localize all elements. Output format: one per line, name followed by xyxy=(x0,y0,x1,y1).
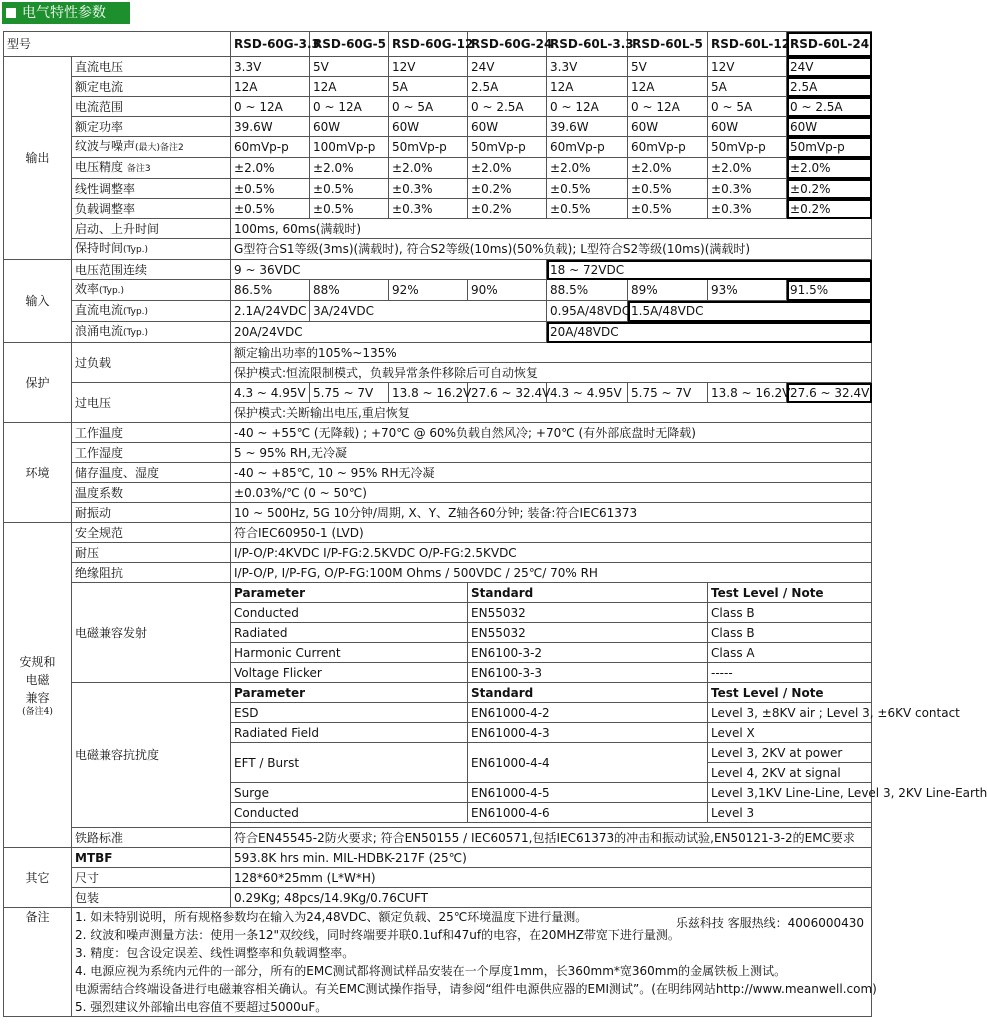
title-note: (备注4) xyxy=(22,706,53,717)
environment-section-title: 环境 xyxy=(4,423,72,523)
safety-section-title xyxy=(4,523,72,848)
row-label: 尺寸 xyxy=(72,868,231,888)
emc-emission-head-row xyxy=(4,583,872,603)
others-packing-row xyxy=(4,888,872,908)
value-cell: 10 ~ 500Hz, 5G 10分钟/周期, X、Y、Z轴各60分钟; 装备:符合IEC61373 xyxy=(231,503,872,523)
value-cell: ±2.0% xyxy=(628,158,708,179)
value-cell: 100mVp-p xyxy=(310,137,389,158)
protection-section-title: 保护 xyxy=(4,343,72,423)
sub-cell: ESD xyxy=(231,703,468,723)
label-text: 电压精度 xyxy=(75,160,124,174)
value-cell: ±0.3% xyxy=(708,199,787,219)
model-cell: RSD-60L-12 xyxy=(708,32,787,57)
value-cell: ±0.3% xyxy=(708,179,787,199)
value-cell: 13.8 ~ 16.2V xyxy=(708,383,787,403)
row-label: 额定功率 xyxy=(72,117,231,137)
value-cell: -40 ~ +85℃, 10 ~ 95% RH无冷凝 xyxy=(231,463,872,483)
row-label: 过负载 xyxy=(72,343,231,383)
model-cell: RSD-60L-24 xyxy=(787,32,872,57)
input-efficiency-row xyxy=(4,280,872,301)
value-cell: G型符合S1等级(3ms)(满载时), 符合S2等级(10ms)(50%负载); L型符合S2等级(10ms)(满载时) xyxy=(231,239,872,260)
sub-cell: EN6100-3-2 xyxy=(468,643,708,663)
value-cell: 60W xyxy=(389,117,468,137)
row-label: 铁路标准 xyxy=(72,828,231,848)
notes-cell xyxy=(72,908,877,1017)
value-cell: 5 ~ 95% RH,无冷凝 xyxy=(231,443,872,463)
sub-cell: EN6100-3-3 xyxy=(468,663,708,683)
label-note: (Typ.) xyxy=(99,286,125,296)
value-cell: 额定输出功率的105%~135% xyxy=(231,343,872,363)
output-setup-row xyxy=(4,219,872,239)
output-rated-current-row xyxy=(4,77,872,97)
value-cell: 86.5% xyxy=(231,280,310,301)
section-header xyxy=(2,2,130,24)
value-cell: 88.5% xyxy=(547,280,628,301)
value-cell: ±2.0% xyxy=(231,158,310,179)
sub-cell: Radiated Field xyxy=(231,723,468,743)
sub-cell: Level 3,1KV Line-Line, Level 3, 2KV Line-Earth xyxy=(708,783,872,803)
row-label xyxy=(72,158,231,179)
value-cell: 100ms, 60ms(满载时) xyxy=(231,219,872,239)
value-cell: I/P-O/P:4KVDC I/P-FG:2.5KVDC O/P-FG:2.5KVDC xyxy=(231,543,872,563)
row-label: 直流电压 xyxy=(72,57,231,77)
value-cell: 39.6W xyxy=(231,117,310,137)
label-note: (Typ.) xyxy=(123,328,149,338)
value-cell: 50mVp-p xyxy=(389,137,468,158)
value-cell: 60mVp-p xyxy=(628,137,708,158)
sub-cell: Conducted xyxy=(231,603,468,623)
spec-table xyxy=(3,31,987,1017)
row-label xyxy=(72,239,231,260)
output-ripple-row xyxy=(4,137,872,158)
row-label: 电压范围连续 xyxy=(72,260,231,280)
sub-cell: Class A xyxy=(708,643,872,663)
others-section-title: 其它 xyxy=(4,848,72,908)
model-cell: RSD-60L-5 xyxy=(628,32,708,57)
value-cell: ±0.5% xyxy=(310,199,389,219)
value-cell: 0.95A/48VDC xyxy=(547,301,628,322)
value-cell: 50mVp-p xyxy=(468,137,547,158)
sub-cell: EN61000-4-5 xyxy=(468,783,708,803)
value-cell: 93% xyxy=(708,280,787,301)
value-cell: 0 ~ 2.5A xyxy=(468,97,547,117)
sub-cell: Level X xyxy=(708,723,872,743)
value-cell: 13.8 ~ 16.2V xyxy=(389,383,468,403)
value-cell: 92% xyxy=(389,280,468,301)
value-cell: 5A xyxy=(708,77,787,97)
sub-cell: Voltage Flicker xyxy=(231,663,468,683)
value-cell: 12A xyxy=(547,77,628,97)
title-line: 安规和 xyxy=(19,654,56,669)
value-cell: 符合EN45545-2防火要求; 符合EN50155 / IEC60571,包括IEC61373的冲击和振动试验,EN50121-3-2的EMC要求 xyxy=(231,828,872,848)
model-cell: RSD-60G-24 xyxy=(468,32,547,57)
row-label xyxy=(72,301,231,322)
value-cell: 20A/48VDC xyxy=(547,322,872,343)
value-cell: ±0.5% xyxy=(547,199,628,219)
note-line: 3. 精度：包含设定误差、线性调整率和负载调整率。 xyxy=(75,946,355,960)
value-cell: 20A/24VDC xyxy=(231,322,547,343)
note-line: 4. 电源应视为系统内元件的一部分，所有的EMC测试都将测试样品安装在一个厚度1mm，长360mm*宽360mm的金属铁板上测试。 xyxy=(75,964,787,978)
value-cell: ±2.0% xyxy=(708,158,787,179)
value-cell: 60W xyxy=(310,117,389,137)
value-cell: 27.6 ~ 32.4V xyxy=(787,383,872,403)
value-cell: ±0.5% xyxy=(310,179,389,199)
environment-temp-row xyxy=(4,423,872,443)
input-range-row xyxy=(4,260,872,280)
value-cell: 12A xyxy=(628,77,708,97)
value-cell: 12A xyxy=(231,77,310,97)
value-cell: 91.5% xyxy=(787,280,872,301)
row-label: 电磁兼容发射 xyxy=(72,583,231,683)
value-cell: ±0.5% xyxy=(628,179,708,199)
row-label: 绝缘阻抗 xyxy=(72,563,231,583)
row-label: 耐压 xyxy=(72,543,231,563)
label-text: 保持时间 xyxy=(75,241,124,255)
protection-overvoltage-row xyxy=(4,383,872,403)
value-cell: 3A/24VDC xyxy=(310,301,547,322)
value-cell: 5.75 ~ 7V xyxy=(310,383,389,403)
sub-header: Test Level / Note xyxy=(708,583,872,603)
label-note: (最大)备注2 xyxy=(135,143,184,153)
sub-cell: EN55032 xyxy=(468,623,708,643)
protection-overload-row xyxy=(4,343,872,363)
row-label: MTBF xyxy=(72,848,231,868)
row-label: 电流范围 xyxy=(72,97,231,117)
value-cell: 3.3V xyxy=(231,57,310,77)
value-cell: 5V xyxy=(628,57,708,77)
value-cell: 24V xyxy=(787,57,872,77)
value-cell: 保护模式:恒流限制模式，负载异常条件移除后可自动恢复 xyxy=(231,363,872,383)
value-cell: 0 ~ 5A xyxy=(708,97,787,117)
row-label: 启动、上升时间 xyxy=(72,219,231,239)
value-cell: 3.3V xyxy=(547,57,628,77)
value-cell: 60W xyxy=(628,117,708,137)
label-text: 直流电流 xyxy=(75,303,124,317)
model-row xyxy=(4,32,872,57)
value-cell: 5V xyxy=(310,57,389,77)
value-cell: ±2.0% xyxy=(787,158,872,179)
row-label: 安全规范 xyxy=(72,523,231,543)
value-cell: ±0.3% xyxy=(389,199,468,219)
value-cell: 5A xyxy=(389,77,468,97)
value-cell: 0 ~ 12A xyxy=(547,97,628,117)
row-label xyxy=(72,322,231,343)
sub-cell: Harmonic Current xyxy=(231,643,468,663)
row-label: 额定电流 xyxy=(72,77,231,97)
sub-cell: Class B xyxy=(708,603,872,623)
value-cell: ±2.0% xyxy=(547,158,628,179)
value-cell: I/P-O/P, I/P-FG, O/P-FG:100M Ohms / 500VDC / 25℃/ 70% RH xyxy=(231,563,872,583)
value-cell: 4.3 ~ 4.95V xyxy=(547,383,628,403)
row-label: 耐振动 xyxy=(72,503,231,523)
sub-cell: ----- xyxy=(708,663,872,683)
input-inrush-row xyxy=(4,322,872,343)
value-cell: ±0.5% xyxy=(547,179,628,199)
value-cell: 89% xyxy=(628,280,708,301)
sub-cell: Surge xyxy=(231,783,468,803)
note-line: 5. 强烈建议外部输出电容值不要超过5000uF。 xyxy=(75,1000,328,1014)
value-cell: 60W xyxy=(787,117,872,137)
safety-withstand-row xyxy=(4,543,872,563)
value-cell: 0 ~ 12A xyxy=(310,97,389,117)
model-title: 型号 xyxy=(4,32,231,57)
label-note: 备注3 xyxy=(126,164,151,174)
note-line: 电源需结合终端设备进行电磁兼容相关确认。有关EMC测试操作指导，请参阅“组件电源供应器的EMI测试”。(在明纬网站http://www.meanwell.com) xyxy=(75,982,877,996)
row-label: 温度系数 xyxy=(72,483,231,503)
row-label: 储存温度、湿度 xyxy=(72,463,231,483)
value-cell: 0 ~ 12A xyxy=(231,97,310,117)
environment-humidity-row xyxy=(4,443,872,463)
note-line: 2. 纹波和噪声测量方法：使用一条12"双绞线，同时终端要并联0.1uf和47uf的电容，在20MHZ带宽下进行量测。 xyxy=(75,928,680,942)
sub-cell: EFT / Burst xyxy=(231,743,468,783)
output-tolerance-row xyxy=(4,158,872,179)
value-cell: ±0.2% xyxy=(787,179,872,199)
sub-cell: EN61000-4-6 xyxy=(468,803,708,823)
sub-header: Standard xyxy=(468,583,708,603)
sub-cell: Level 3, ±8KV air ; Level 3, ±6KV contact xyxy=(708,703,872,723)
value-cell: 593.8K hrs min. MIL-HDBK-217F (25℃) xyxy=(231,848,872,868)
title-line: 兼容 xyxy=(25,690,50,705)
value-cell: 符合IEC60950-1 (LVD) xyxy=(231,523,872,543)
value-cell: ±2.0% xyxy=(468,158,547,179)
emc-immunity-head-row xyxy=(4,683,872,703)
value-cell: ±0.5% xyxy=(231,179,310,199)
value-cell: 12V xyxy=(708,57,787,77)
sub-cell: Conducted xyxy=(231,803,468,823)
model-cell: RSD-60L-3.3 xyxy=(547,32,628,57)
value-cell: ±0.5% xyxy=(231,199,310,219)
environment-storage-row xyxy=(4,463,872,483)
value-cell: 24V xyxy=(468,57,547,77)
sub-header: Standard xyxy=(468,683,708,703)
value-cell: 0.29Kg; 48pcs/14.9Kg/0.76CUFT xyxy=(231,888,872,908)
sub-cell: Level 3, 2KV at power xyxy=(708,743,872,763)
value-cell: 2.5A xyxy=(468,77,547,97)
model-cell: RSD-60G-3.3 xyxy=(231,32,310,57)
value-cell: 50mVp-p xyxy=(787,137,872,158)
row-label xyxy=(72,137,231,158)
value-cell: 60mVp-p xyxy=(231,137,310,158)
value-cell: ±0.2% xyxy=(468,199,547,219)
sub-cell: EN61000-4-2 xyxy=(468,703,708,723)
output-section-title: 输出 xyxy=(4,57,72,260)
row-label: 负载调整率 xyxy=(72,199,231,219)
value-cell: 2.5A xyxy=(787,77,872,97)
environment-vibration-row xyxy=(4,503,872,523)
row-label: 工作温度 xyxy=(72,423,231,443)
value-cell: 60W xyxy=(708,117,787,137)
row-label: 工作湿度 xyxy=(72,443,231,463)
output-hold-row xyxy=(4,239,872,260)
row-label: 线性调整率 xyxy=(72,179,231,199)
input-dc-current-row xyxy=(4,301,872,322)
sub-cell: Level 3 xyxy=(708,803,872,823)
label-note: (Typ.) xyxy=(123,307,149,317)
output-dc-voltage-row xyxy=(4,57,872,77)
value-cell: ±2.0% xyxy=(389,158,468,179)
model-cell: RSD-60G-12 xyxy=(389,32,468,57)
value-cell: 88% xyxy=(310,280,389,301)
value-cell: 9 ~ 36VDC xyxy=(231,260,547,280)
row-label: 过电压 xyxy=(72,383,231,423)
row-label: 电磁兼容抗扰度 xyxy=(72,683,231,828)
label-text: 纹波与噪声 xyxy=(75,139,136,153)
input-section-title: 输入 xyxy=(4,260,72,343)
value-cell: 27.6 ~ 32.4V xyxy=(468,383,547,403)
sub-cell: EN61000-4-3 xyxy=(468,723,708,743)
output-current-range-row xyxy=(4,97,872,117)
notes-section-title: 备注 xyxy=(4,908,72,1017)
value-cell: ±0.03%/℃ (0 ~ 50℃) xyxy=(231,483,872,503)
value-cell: 0 ~ 2.5A xyxy=(787,97,872,117)
value-cell: 4.3 ~ 4.95V xyxy=(231,383,310,403)
sub-header: Parameter xyxy=(231,583,468,603)
value-cell: 128*60*25mm (L*W*H) xyxy=(231,868,872,888)
label-note: (Typ.) xyxy=(123,245,149,255)
note-line: 1. 如未特别说明，所有规格参数均在输入为24,48VDC、额定负载、25℃环境温度下进行量测。 xyxy=(75,910,588,924)
value-cell: 0 ~ 5A xyxy=(389,97,468,117)
value-cell: 60mVp-p xyxy=(547,137,628,158)
value-cell: -40 ~ +55℃ (无降载) ; +70℃ @ 60%负载自然风冷; +70℃ (有外部底盘时无降载) xyxy=(231,423,872,443)
value-cell: 12A xyxy=(310,77,389,97)
value-cell: 0 ~ 12A xyxy=(628,97,708,117)
value-cell: 18 ~ 72VDC xyxy=(547,260,872,280)
others-mtbf-row xyxy=(4,848,872,868)
output-load-reg-row xyxy=(4,199,872,219)
sub-cell: Class B xyxy=(708,623,872,643)
sub-header: Parameter xyxy=(231,683,468,703)
row-label: 包装 xyxy=(72,888,231,908)
value-cell: ±0.2% xyxy=(468,179,547,199)
label-text: 浪涌电流 xyxy=(75,324,124,338)
others-dimension-row xyxy=(4,868,872,888)
value-cell: 50mVp-p xyxy=(708,137,787,158)
safety-railway-row xyxy=(4,828,872,848)
value-cell: 5.75 ~ 7V xyxy=(628,383,708,403)
label-text: 效率 xyxy=(75,282,100,296)
value-cell: ±0.5% xyxy=(628,199,708,219)
header-title: 电气特性参数 xyxy=(22,5,106,21)
value-cell: ±0.3% xyxy=(389,179,468,199)
sub-header: Test Level / Note xyxy=(708,683,872,703)
service-hotline: 乐兹科技 客服热线：4006000430 xyxy=(675,916,865,930)
sub-cell: Radiated xyxy=(231,623,468,643)
value-cell: 60W xyxy=(468,117,547,137)
square-icon xyxy=(6,8,16,18)
notes-row xyxy=(4,908,872,1017)
safety-isolation-row xyxy=(4,563,872,583)
value-cell: 90% xyxy=(468,280,547,301)
output-line-reg-row xyxy=(4,179,872,199)
value-cell: 12V xyxy=(389,57,468,77)
sub-cell: EN55032 xyxy=(468,603,708,623)
value-cell: 2.1A/24VDC xyxy=(231,301,310,322)
title-line: 电磁 xyxy=(25,672,50,687)
output-rated-power-row xyxy=(4,117,872,137)
value-cell: ±2.0% xyxy=(310,158,389,179)
safety-standards-row xyxy=(4,523,872,543)
sub-cell: Level 4, 2KV at signal xyxy=(708,763,872,783)
value-cell: ±0.2% xyxy=(787,199,872,219)
row-label xyxy=(72,280,231,301)
model-cell: RSD-60G-5 xyxy=(310,32,389,57)
value-cell: 1.5A/48VDC xyxy=(628,301,872,322)
value-cell: 保护模式:关断输出电压,重启恢复 xyxy=(231,403,872,423)
sub-cell: EN61000-4-4 xyxy=(468,743,708,783)
value-cell: 39.6W xyxy=(547,117,628,137)
environment-coeff-row xyxy=(4,483,872,503)
